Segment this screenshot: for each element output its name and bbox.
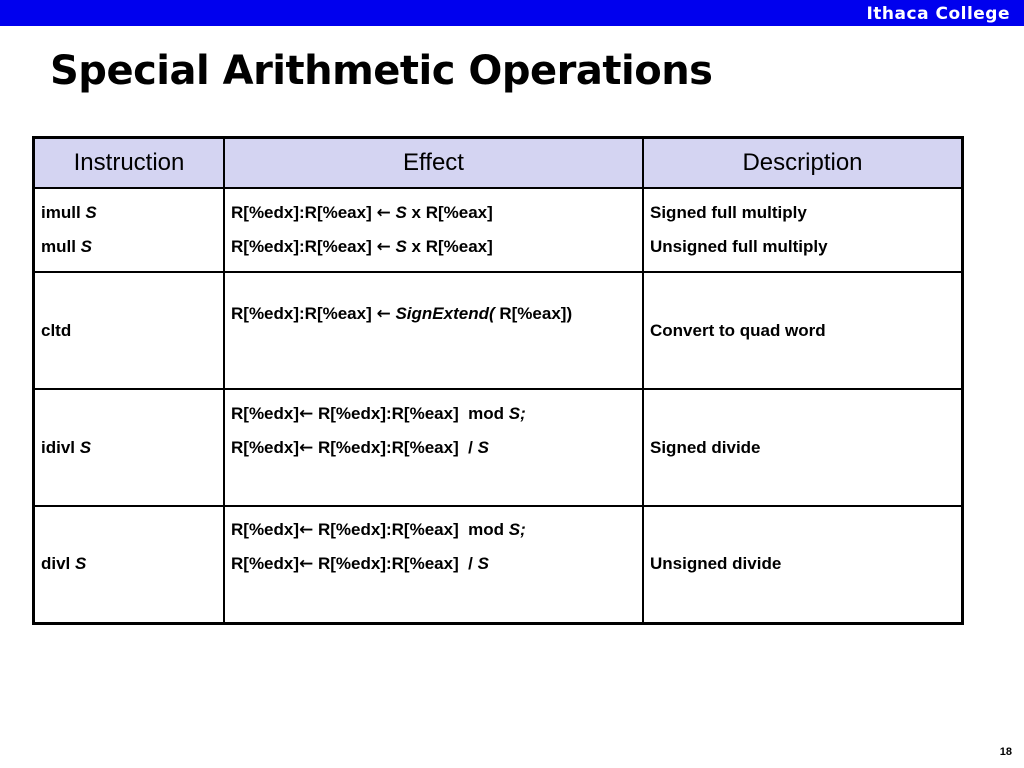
instruction-cell: idivl S: [34, 389, 225, 506]
instruction-line: imull S: [41, 203, 97, 222]
description-cell: Convert to quad word: [643, 272, 963, 389]
effect-line: R[%edx]← R[%edx]:R[%eax] / S: [231, 437, 489, 458]
effect-line: R[%edx]:R[%eax] ← S x R[%eax]: [231, 237, 493, 257]
description-cell: Signed full multiply Unsigned full multiply: [643, 188, 963, 272]
table-row: [34, 272, 963, 389]
left-arrow-icon: ←: [376, 237, 391, 257]
effect-line: R[%edx]:R[%eax] ← SignExtend( R[%eax]): [231, 303, 573, 324]
instruction-cell: [34, 188, 225, 272]
header-effect: Effect: [224, 138, 643, 189]
left-arrow-icon: ←: [299, 520, 314, 541]
effect-cell: [224, 188, 643, 272]
effect-line: R[%edx]← R[%edx]:R[%eax] mod S;: [231, 403, 526, 424]
table-header-row: [34, 138, 963, 189]
left-arrow-icon: ←: [376, 303, 391, 324]
effect-line: R[%edx]← R[%edx]:R[%eax] / S: [231, 554, 489, 575]
slide-title: Special Arithmetic Operations: [50, 48, 713, 94]
college-logo-text: Ithaca College: [866, 4, 1010, 24]
page-number: 18: [999, 746, 1012, 758]
left-arrow-icon: ←: [376, 203, 391, 223]
table-row: [34, 389, 963, 506]
effect-line: R[%edx]:R[%eax] ← S x R[%eax]: [231, 203, 493, 223]
description-cell: Unsigned divide: [643, 506, 963, 623]
effect-cell: [224, 272, 643, 389]
effect-cell: [224, 506, 643, 623]
description-cell: Signed divide: [643, 389, 963, 506]
left-arrow-icon: ←: [299, 554, 314, 575]
header-description: Description: [643, 138, 963, 189]
effect-cell: [224, 389, 643, 506]
effect-line: R[%edx]← R[%edx]:R[%eax] mod S;: [231, 520, 526, 541]
left-arrow-icon: ←: [299, 437, 314, 458]
operations-table: [32, 136, 964, 625]
header-instruction: Instruction: [34, 138, 225, 189]
instruction-line: mull S: [41, 237, 93, 256]
instruction-cell: cltd: [34, 272, 225, 389]
instruction-cell: divl S: [34, 506, 225, 623]
left-arrow-icon: ←: [299, 403, 314, 424]
table-row: [34, 506, 963, 623]
table-row: [34, 188, 963, 272]
header-bar: [0, 0, 1024, 26]
